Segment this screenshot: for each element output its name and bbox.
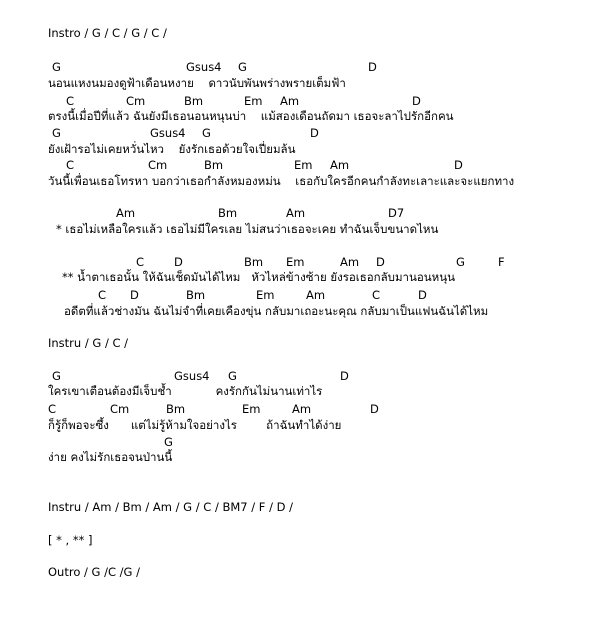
- chord: Am: [306, 288, 326, 302]
- chord: D: [130, 288, 139, 302]
- outro-line: Outro / G /C /G /: [48, 565, 140, 579]
- chord: G: [164, 435, 173, 449]
- lyric-line: ตรงนี้เมื่อปีที่แล้ว ฉันยังมีเธอนอนหนุนบ่า แม้สองเดือนถัดมา เธอจะลาไปรักอีกคน: [48, 109, 454, 123]
- chord: C: [66, 158, 75, 172]
- lyric-line: วันนี้เพื่อนเธอโทรหา บอกว่าเธอกำลังหมองหม่น เธอกับใครอีกคนกำลังทะเลาะและจะแยกทาง: [48, 174, 515, 188]
- chord: Bm: [184, 94, 204, 108]
- chord: D: [174, 255, 183, 269]
- chord: G: [202, 126, 211, 140]
- chord: Gsus4: [174, 369, 210, 383]
- chord: Em: [242, 402, 261, 416]
- chord: Em: [286, 255, 305, 269]
- chord: C: [136, 255, 145, 269]
- chord: Am: [340, 255, 360, 269]
- lyric-line: อดีตที่แล้วช่างมัน ฉันไม่จำที่เคยเคืองขุ่น กลับมาเถอะนะคุณ กลับมาเป็นแฟนฉันได้ไหม: [64, 304, 489, 318]
- chord: Am: [292, 402, 312, 416]
- chord: D: [454, 158, 463, 172]
- chord: D: [340, 369, 349, 383]
- lyric-line: ก็รู้ก็พอจะซึ้ง แต่ไม่รู้ห้ามใจอย่างไร ถ้าฉันทำได้ง่าย: [48, 418, 342, 432]
- chord: G: [228, 369, 237, 383]
- lyric-line: ** น้ำตาเธอนั้น ให้ฉันเช็ดมันได้ไหม หัวไหล่ข้างซ้าย ยังรอเธอกลับมานอนหนุน: [62, 270, 455, 284]
- chord: G: [52, 369, 61, 383]
- chord: Gsus4: [186, 60, 222, 74]
- chord: F: [498, 255, 505, 269]
- lyric-line: ใครเขาเตือนต้องมีเจ็บช้ำ คงรักกันไม่นานเท่าไร: [48, 384, 323, 398]
- chord: D: [418, 288, 427, 302]
- intro-line: Instro / G / C / G / C /: [48, 26, 167, 40]
- chord: C: [98, 288, 107, 302]
- instru-line: Instru / G / C /: [48, 336, 129, 350]
- chord: Bm: [166, 402, 186, 416]
- chord: G: [52, 126, 61, 140]
- instru-line: Instru / Am / Bm / Am / G / C / BM7 / F / D /: [48, 500, 293, 514]
- chord: Em: [256, 288, 275, 302]
- chord: Am: [280, 94, 300, 108]
- chord: G: [52, 60, 61, 74]
- chord: Cm: [148, 158, 168, 172]
- chord: D: [368, 60, 377, 74]
- lyric-line: * เธอไม่เหลือใครแล้ว เธอไม่มีใครเลย ไม่สนว่าเธอจะเคย ทำฉันเจ็บขนาดไหน: [56, 222, 439, 236]
- lyric-line: ยังเฝ้ารอไม่เคยหวั่นไหว ยังรักเธอด้วยใจเปี่ยมล้น: [48, 142, 296, 156]
- chord: Am: [116, 206, 136, 220]
- chord: D: [370, 402, 379, 416]
- chord: Cm: [126, 94, 146, 108]
- chord: C: [48, 402, 57, 416]
- chord: Em: [294, 158, 313, 172]
- chord: D: [376, 255, 385, 269]
- chord: Cm: [110, 402, 130, 416]
- chord: Bm: [244, 255, 264, 269]
- chord: Am: [330, 158, 350, 172]
- lyric-line: นอนแหงนมองดูฟ้าเดือนหงาย ดาวนับพันพร่างพรายเต็มฟ้า: [48, 76, 346, 90]
- chord: G: [238, 60, 247, 74]
- chord: C: [372, 288, 381, 302]
- lyric-line: ง่าย คงไม่รักเธอจนป่านนี้: [48, 450, 173, 464]
- chord: D: [310, 126, 319, 140]
- chord: Gsus4: [150, 126, 186, 140]
- chord: Bm: [218, 206, 238, 220]
- chord: C: [66, 94, 75, 108]
- chord: Bm: [204, 158, 224, 172]
- chord: Bm: [186, 288, 206, 302]
- chord: Em: [244, 94, 263, 108]
- chord: Am: [286, 206, 306, 220]
- chord: D: [412, 94, 421, 108]
- chord: D7: [388, 206, 405, 220]
- chord: G: [456, 255, 465, 269]
- repeat-marker: [ * , ** ]: [48, 533, 93, 547]
